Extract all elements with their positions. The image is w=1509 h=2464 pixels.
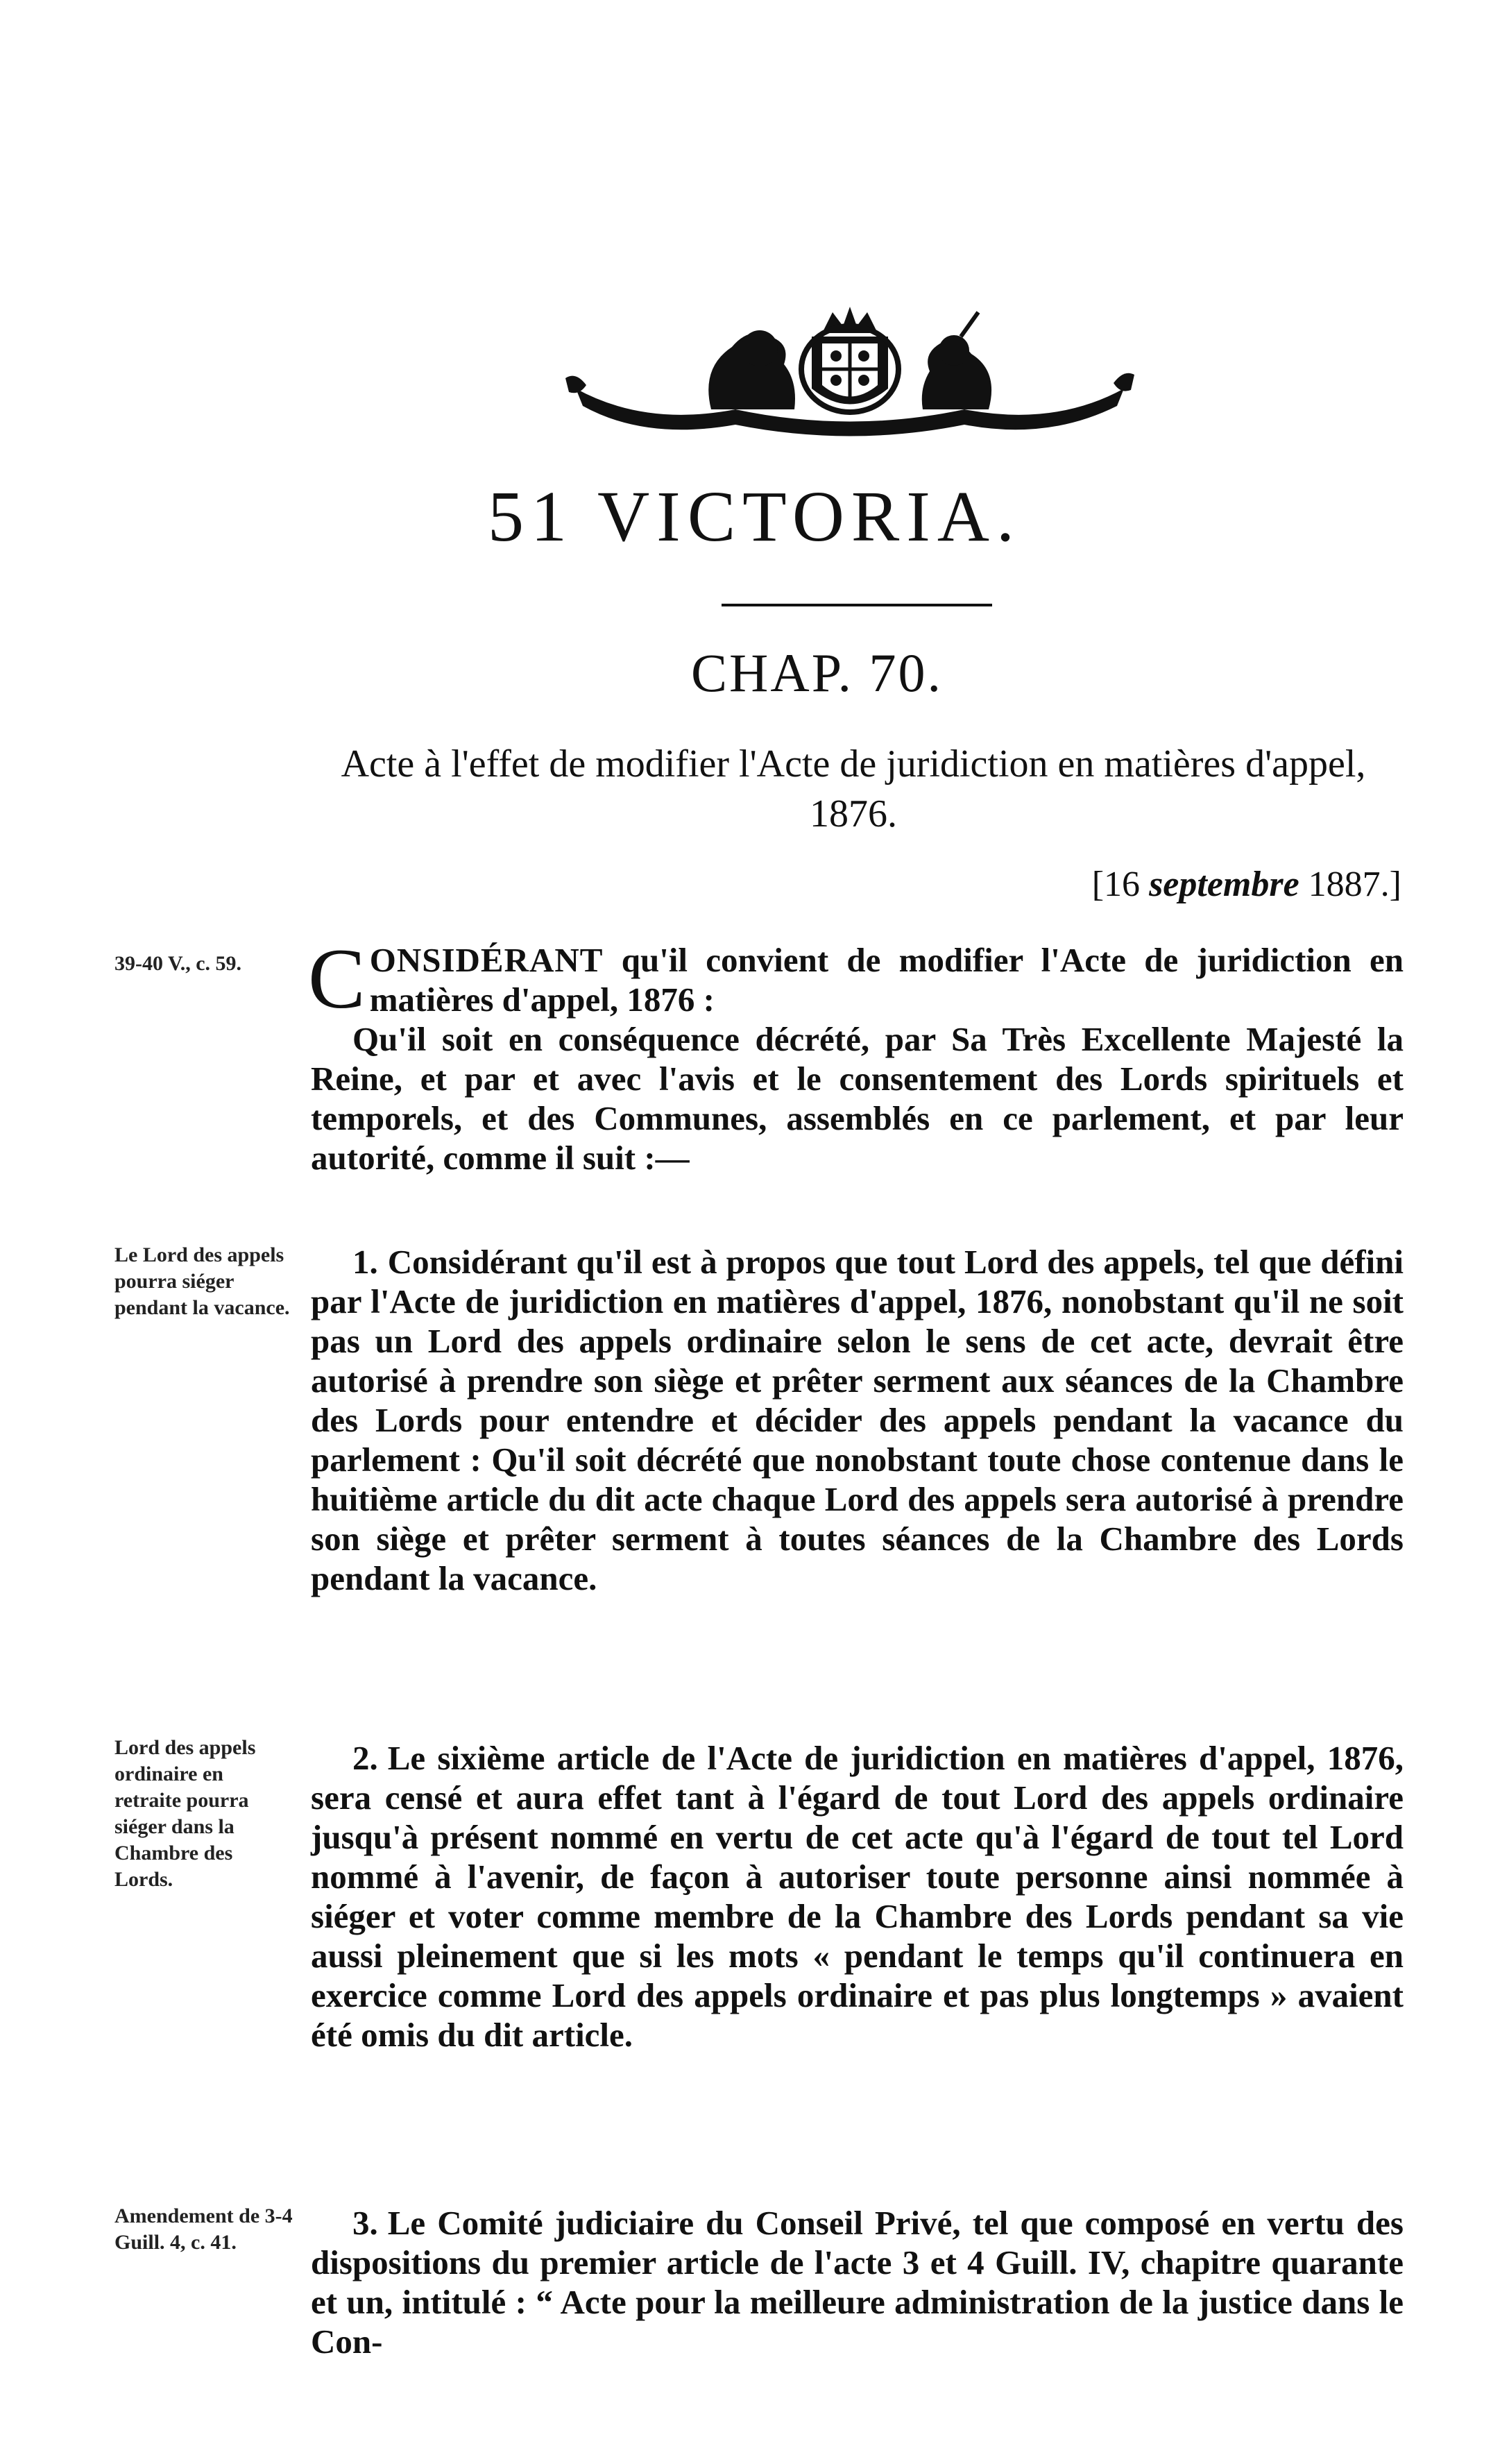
margin-note-section-3: Amendement de 3-4 Guill. 4, c. 41.	[114, 2204, 293, 2254]
margin-note-section-1: Le Lord des appels pourra siéger pendant la vacance.	[114, 1243, 290, 1319]
section-number: 1.	[352, 1243, 378, 1281]
preamble-opening-word: ONSIDÉRANT	[369, 941, 604, 979]
section-text: Considérant qu'il est à propos que tout Lord des appels, tel que défini par l'Acte de juridiction en matières d'appel, 1876, nonobstant qu'il ne soit pas un Lord des appels ordinaire selon le sens de cet acte, devrait être autorisé à prendre son siège et prêter serment aux séances de la Chambre des Lords pour entendre et décider des appels pendant la vacance du parlement : Qu'il soit décrété que nonobstant toute chose contenue dans le huitième article du dit acte chaque Lord des appels sera autorisé à prendre son siège et prêter serment à toutes séances de la Chambre des Lords pendant la vacance.	[311, 1243, 1404, 1597]
enacting-clause: Qu'il soit en conséquence décrété, par Sa Très Excellente Majesté la Reine, et par et avec l'avis et le consentement des Lords spirituels et temporels, et des Communes, assemblés en ce parlement, et par leur autorité, comme il suit :—	[311, 1020, 1404, 1177]
chapter-number: CHAP. 70.	[691, 643, 943, 703]
section-3	[311, 2203, 1404, 2361]
date-prefix: [16	[1091, 865, 1150, 904]
date-month: septembre	[1149, 865, 1299, 904]
section-text: Le sixième article de l'Acte de juridiction en matières d'appel, 1876, sera censé et aura effet tant à l'égard de tout Lord des appels ordinaire jusqu'à présent nommé en vertu de cet acte qu'à l'égard de tout tel Lord nommé à l'avenir, de façon à autoriser toute personne ainsi nommée à siéger et voter comme membre de la Chambre des Lords pendant sa vie aussi pleinement que si les mots « pendant le temps qu'il continuera en exercice comme Lord des appels ordinaire et pas plus longtemps » avaient été omis du dit article.	[311, 1739, 1404, 2054]
drop-cap: C	[308, 931, 366, 1026]
section-number: 2.	[352, 1739, 378, 1777]
title-rule	[722, 604, 992, 606]
section-number: 3.	[352, 2204, 378, 2242]
section-2	[311, 1738, 1404, 2055]
page-title: 51 VICTORIA.	[487, 477, 1022, 556]
margin-note-preamble: 39-40 V., c. 59.	[114, 952, 242, 975]
act-title: Acte à l'effet de modifier l'Acte de juridiction en matières d'appel, 1876.	[341, 742, 1366, 835]
preamble-whereas-text: qu'il convient de modifier l'Acte de juridiction en matières d'appel, 1876 :	[369, 941, 1404, 1019]
assent-date	[971, 864, 1401, 905]
section-text: Le Comité judiciaire du Conseil Privé, tel que composé en vertu des dispositions du premier article de l'acte 3 et 4 Guill. IV, chapitre quarante et un, intitulé : “ Acte pour la meilleure administration de la justice dans le Con-	[311, 2204, 1404, 2361]
margin-note-section-2: Lord des appels ordinaire en retraite pourra siéger dans la Chambre des Lords.	[114, 1736, 256, 1891]
date-suffix: 1887.]	[1299, 865, 1401, 904]
section-1	[311, 1242, 1404, 1598]
preamble	[308, 931, 1404, 1178]
royal-coat-of-arms-icon	[562, 305, 1138, 437]
